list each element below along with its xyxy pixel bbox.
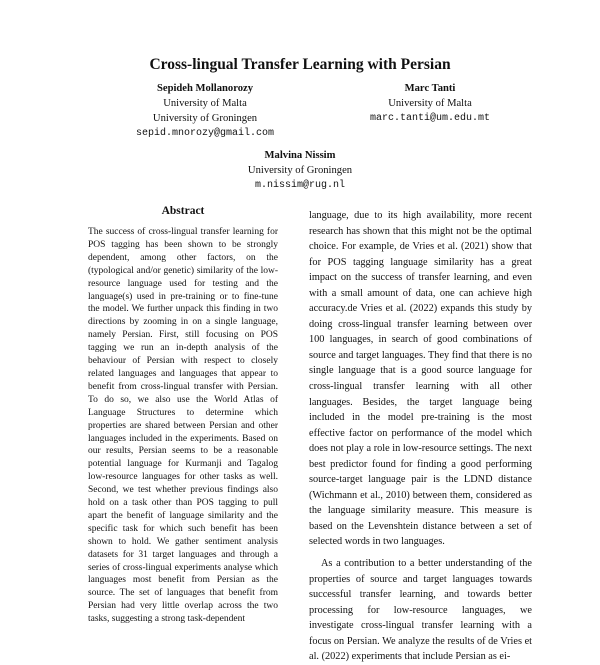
author-affiliation: University of Malta [163, 98, 247, 109]
author-name: Marc Tanti [404, 83, 456, 94]
paper-title: Cross-lingual Transfer Learning with Persian [149, 56, 451, 73]
author-email: marc.tanti@um.edu.mt [369, 113, 491, 124]
author-email: m.nissim@rug.nl [254, 180, 345, 191]
abstract-text: The success of cross-lingual transfer learning for POS tagging has been shown to be strongly dependent, among other factors, on the (typological and/or genetic) similarity of the low-resource language used for testing and the language(s) used in pre-training or to fine-tune the model. We further unpack this finding in two directions by zooming in on a single language, namely Persian. First, still focusing on POS tagging we run an in-depth analysis of the behaviour of Persian with respect to closely related languages and languages that appear to benefit from cross-lingual transfer with Persian. To do so, we also use the World Atlas of Language Structures to determine which properties are shared between Persian and other languages included in the experiments. Based on our results, Persian seems to be a reasonable potential language for Kurmanji and Tagalog low-resource languages for other tasks as well. Second, we test whether previous findings also hold on a task other than POS tagging to pull apart the benefit of language similarity and the specific task for which such benefit has been shown to hold. We gather sentiment analysis datasets for 31 target languages and through a series of cross-lingual experiments analyse which languages most benefit from Persian as the source. The set of languages that benefit from Persian had very little overlap across the two tasks, suggesting a strong task-dependent [88, 227, 278, 625]
author-email: sepid.mnorozy@gmail.com [135, 128, 275, 139]
abstract-heading: Abstract [161, 205, 205, 217]
author-affiliation: University of Groningen [247, 165, 353, 176]
author-affiliation: University of Malta [388, 98, 472, 109]
author-block-1 [80, 81, 330, 141]
author-block-2 [305, 81, 555, 126]
body-paragraph: language, due to its high availability, more recent research has shown that this might not be the optimal choice. For example, de Vries et al. (2021) show that for POS tagging language similarity has a great impact on the success of transfer learning, and even with a small amount of data, one can achieve high accuracy.de Vries et al. (2022) expands this study by doing cross-lingual transfer learning between over 100 languages, in search of good combinations of source and target languages. They find that there is no single language that is a good source language for cross-lingual transfer learning with all other languages. Besides, the target language being included in the model pre-training is the most effective factor on performance of the model which does not play a role in low-resource settings. The next best predictor found for finding a good performing source-target language pair is the LDND distance (Wichmann et al., 2010) between them, considered as the language similarity measure. This measure is based on the Levenshtein distance between a set of selected words in two languages. [309, 210, 532, 548]
body-paragraph: As a contribution to a better understanding of the properties of source and target languages towards successful transfer learning, and towards better processing for low-resource languages, we investigate cross-lingual transfer learning with a focus on Persian. We analyze the results of de Vries et al. (2022) experiments that include Persian as ei- [309, 558, 532, 663]
body-column-right [309, 208, 532, 665]
author-affiliation: University of Groningen [152, 113, 258, 124]
author-name: Sepideh Mollanorozy [156, 83, 254, 94]
author-name: Malvina Nissim [264, 150, 336, 161]
author-block-3 [175, 148, 425, 193]
